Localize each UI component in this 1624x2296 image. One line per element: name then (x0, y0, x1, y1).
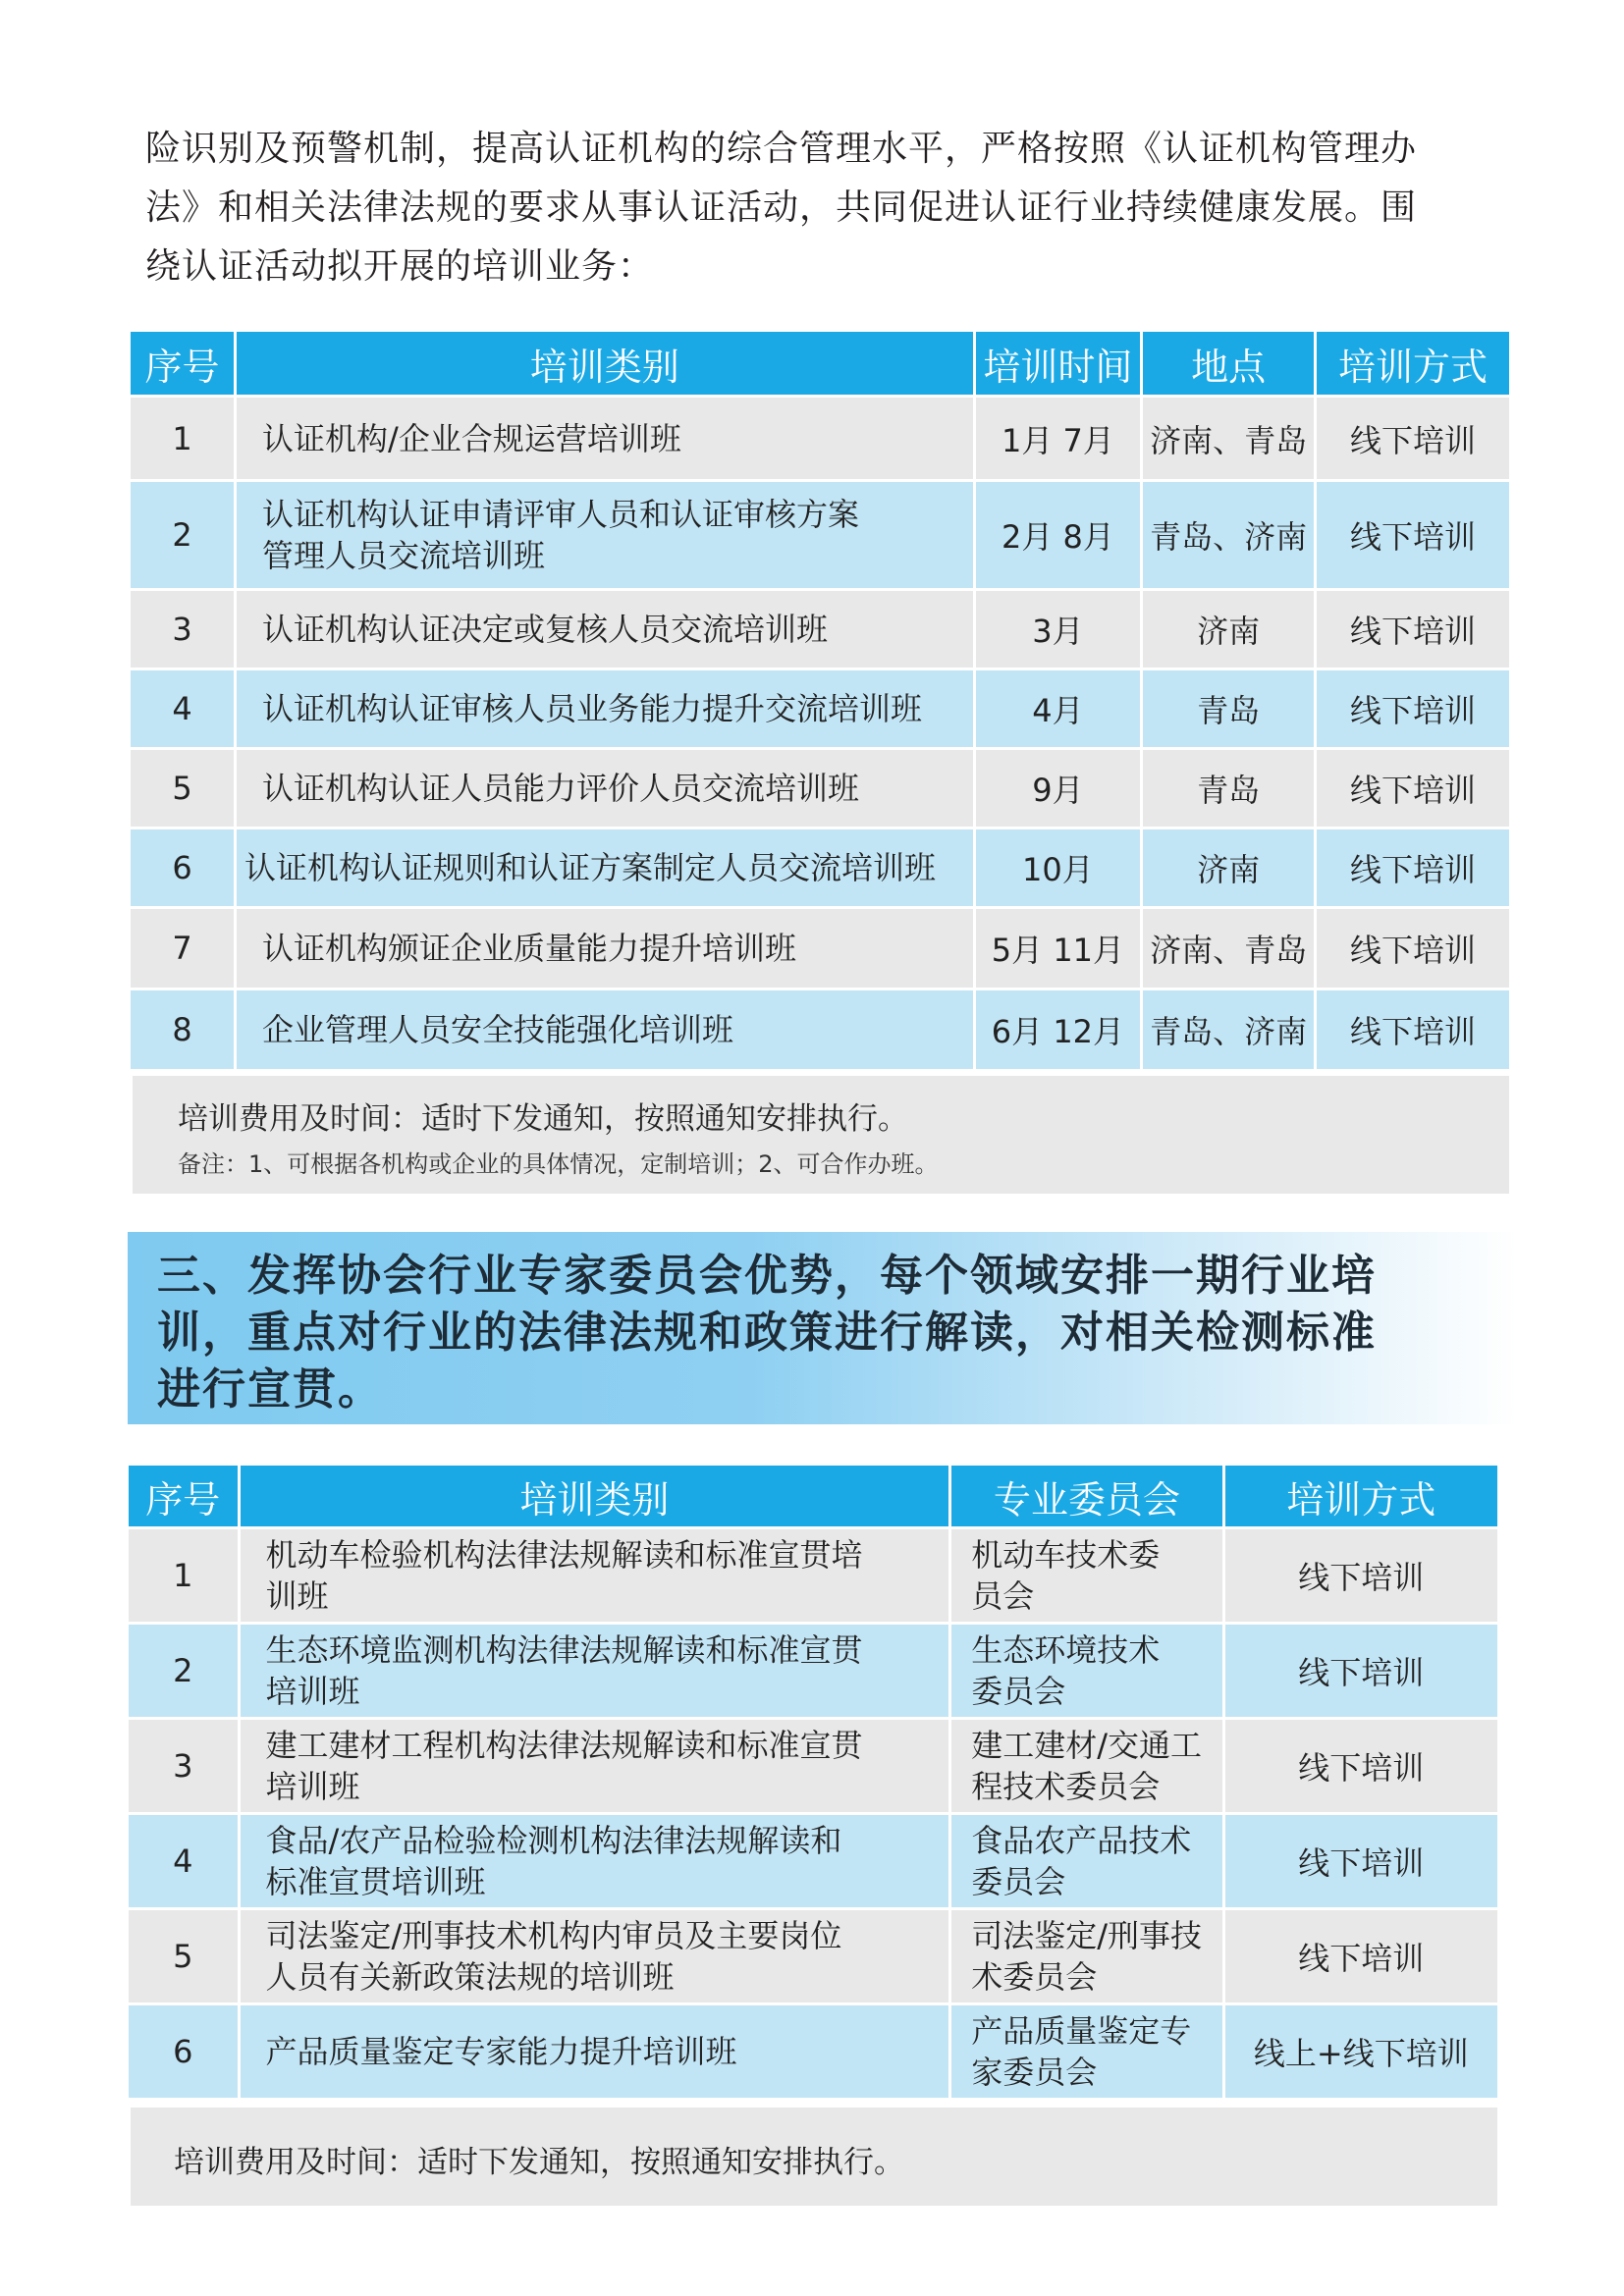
row-mode: 线下培训 (1225, 1910, 1497, 2002)
section-heading-banner (128, 1232, 1518, 1424)
row-no: 2 (131, 482, 234, 588)
row-no: 4 (129, 1815, 238, 1907)
row-time: 2月 8月 (976, 482, 1141, 588)
category-line: 认证机构认证规则和认证方案制定人员交流培训班 (244, 849, 937, 886)
row-category (237, 750, 973, 827)
table-row (129, 1910, 1497, 2002)
committee-line: 委员会 (971, 1673, 1066, 1710)
row-mode: 线下培训 (1317, 990, 1509, 1069)
row-place: 济南 (1143, 829, 1314, 906)
category-line: 食品/农产品检验检测机构法律法规解读和 (265, 1822, 842, 1859)
table2-notes (131, 2108, 1497, 2206)
row-committee (951, 2005, 1221, 2098)
row-place: 济南、青岛 (1143, 909, 1314, 988)
table-row (129, 1625, 1497, 1717)
section-title-line: 进行宣贯。 (157, 1364, 383, 1415)
row-no: 4 (131, 670, 234, 747)
row-category (241, 1720, 949, 1812)
row-mode: 线下培训 (1317, 750, 1509, 827)
row-no: 7 (131, 909, 234, 988)
committee-line: 委员会 (971, 1863, 1066, 1900)
category-line: 培训班 (265, 1673, 360, 1710)
row-no: 3 (129, 1720, 238, 1812)
header-mode: 培训方式 (1317, 332, 1509, 395)
committee-line: 程技术委员会 (971, 1768, 1161, 1805)
table-row (129, 1529, 1497, 1622)
header-no: 序号 (129, 1466, 238, 1526)
row-mode: 线上+线下培训 (1225, 2005, 1497, 2098)
row-mode: 线下培训 (1317, 591, 1509, 667)
row-mode: 线下培训 (1225, 1625, 1497, 1717)
category-line: 训班 (265, 1577, 329, 1615)
category-line: 生态环境监测机构法律法规解读和标准宣贯 (265, 1631, 863, 1669)
row-no: 8 (131, 990, 234, 1069)
category-line: 标准宣贯培训班 (265, 1863, 486, 1900)
row-mode: 线下培训 (1225, 1720, 1497, 1812)
row-no: 6 (129, 2005, 238, 2098)
committee-line: 术委员会 (971, 1958, 1098, 1996)
row-place: 青岛 (1143, 750, 1314, 827)
row-no: 5 (131, 750, 234, 827)
training-schedule-table (128, 329, 1512, 1072)
row-category (237, 591, 973, 667)
row-no: 5 (129, 1910, 238, 2002)
row-committee (951, 1720, 1221, 1812)
category-line: 企业管理人员安全技能强化培训班 (262, 1011, 734, 1048)
row-category (237, 482, 973, 588)
row-place: 青岛 (1143, 670, 1314, 747)
row-category (241, 1910, 949, 2002)
category-line: 建工建材工程机构法律法规解读和标准宣贯 (265, 1727, 863, 1764)
row-mode: 线下培训 (1317, 482, 1509, 588)
row-category (237, 670, 973, 747)
header-category: 培训类别 (241, 1466, 949, 1526)
committee-line: 生态环境技术 (971, 1631, 1161, 1669)
row-committee (951, 1815, 1221, 1907)
row-place: 青岛、济南 (1143, 990, 1314, 1069)
row-committee (951, 1625, 1221, 1717)
category-line: 认证机构颁证企业质量能力提升培训班 (262, 930, 797, 967)
committee-line: 机动车技术委 (971, 1536, 1161, 1574)
committee-line: 员会 (971, 1577, 1035, 1615)
table-row (131, 591, 1509, 667)
row-place: 济南 (1143, 591, 1314, 667)
table-row (129, 2005, 1497, 2098)
row-time: 3月 (976, 591, 1141, 667)
table-row (131, 909, 1509, 988)
row-category (241, 1815, 949, 1907)
row-place: 济南、青岛 (1143, 398, 1314, 479)
header-category: 培训类别 (237, 332, 973, 395)
row-mode: 线下培训 (1225, 1529, 1497, 1622)
fee-note: 培训费用及时间：适时下发通知，按照通知安排执行。 (174, 2145, 904, 2180)
intro-line: 法》和相关法律法规的要求从事认证活动，共同促进认证行业持续健康发展。围 (145, 187, 1418, 228)
row-category (241, 1625, 949, 1717)
committee-line: 建工建材/交通工 (971, 1727, 1202, 1764)
committee-line: 产品质量鉴定专 (971, 2012, 1192, 2050)
row-no: 1 (129, 1529, 238, 1622)
row-no: 6 (131, 829, 234, 906)
table1-notes (133, 1076, 1509, 1194)
header-time: 培训时间 (976, 332, 1141, 395)
table-row (131, 398, 1509, 479)
header-mode: 培训方式 (1225, 1466, 1497, 1526)
category-line: 培训班 (265, 1768, 360, 1805)
row-no: 1 (131, 398, 234, 479)
row-mode: 线下培训 (1225, 1815, 1497, 1907)
row-time: 1月 7月 (976, 398, 1141, 479)
row-category (241, 1529, 949, 1622)
row-mode: 线下培训 (1317, 670, 1509, 747)
row-time: 9月 (976, 750, 1141, 827)
table-header-row (131, 332, 1509, 395)
row-category (241, 2005, 949, 2098)
table-row (131, 482, 1509, 588)
table-header-row (129, 1466, 1497, 1526)
section-title-line: 三、发挥协会行业专家委员会优势，每个领域安排一期行业培 (157, 1251, 1377, 1301)
row-category (237, 398, 973, 479)
row-mode: 线下培训 (1317, 398, 1509, 479)
row-category (237, 990, 973, 1069)
row-no: 3 (131, 591, 234, 667)
section-title-line: 训，重点对行业的法律法规和政策进行解读，对相关检测标准 (157, 1308, 1377, 1358)
category-line: 人员有关新政策法规的培训班 (265, 1958, 675, 1996)
expert-committee-training-table (126, 1463, 1500, 2101)
intro-line: 险识别及预警机制，提高认证机构的综合管理水平，严格按照《认证机构管理办 (145, 129, 1418, 169)
table-row (129, 1720, 1497, 1812)
row-no: 2 (129, 1625, 238, 1717)
committee-line: 食品农产品技术 (971, 1822, 1192, 1859)
committee-line: 司法鉴定/刑事技 (971, 1917, 1202, 1954)
row-category (237, 909, 973, 988)
section-title (157, 1248, 1512, 1418)
remark-note: 备注：1、可根据各机构或企业的具体情况，定制培训；2、可合作办班。 (178, 1150, 939, 1178)
table-row (129, 1815, 1497, 1907)
category-line: 产品质量鉴定专家能力提升培训班 (265, 2033, 737, 2070)
category-line: 认证机构认证审核人员业务能力提升交流培训班 (262, 690, 923, 727)
header-committee: 专业委员会 (951, 1466, 1221, 1526)
row-committee (951, 1529, 1221, 1622)
category-line: 认证机构认证决定或复核人员交流培训班 (262, 611, 829, 648)
table-row (131, 670, 1509, 747)
table-row (131, 829, 1509, 906)
category-line: 认证机构认证人员能力评价人员交流培训班 (262, 770, 860, 807)
category-line: 管理人员交流培训班 (262, 537, 546, 574)
header-place: 地点 (1143, 332, 1314, 395)
row-time: 4月 (976, 670, 1141, 747)
row-mode: 线下培训 (1317, 829, 1509, 906)
category-line: 机动车检验机构法律法规解读和标准宣贯培 (265, 1536, 863, 1574)
row-category (237, 829, 973, 906)
row-time: 5月 11月 (976, 909, 1141, 988)
fee-note: 培训费用及时间：适时下发通知，按照通知安排执行。 (178, 1101, 908, 1137)
row-mode: 线下培训 (1317, 909, 1509, 988)
category-line: 认证机构/企业合规运营培训班 (262, 419, 681, 457)
category-line: 司法鉴定/刑事技术机构内审员及主要岗位 (265, 1917, 842, 1954)
row-time: 6月 12月 (976, 990, 1141, 1069)
row-time: 10月 (976, 829, 1141, 906)
committee-line: 家委员会 (971, 2054, 1098, 2091)
intro-paragraph (145, 120, 1500, 296)
category-line: 认证机构认证申请评审人员和认证审核方案 (262, 496, 860, 533)
intro-line: 绕认证活动拟开展的培训业务： (145, 246, 655, 287)
row-committee (951, 1910, 1221, 2002)
table-row (131, 750, 1509, 827)
header-no: 序号 (131, 332, 234, 395)
table-row (131, 990, 1509, 1069)
row-place: 青岛、济南 (1143, 482, 1314, 588)
